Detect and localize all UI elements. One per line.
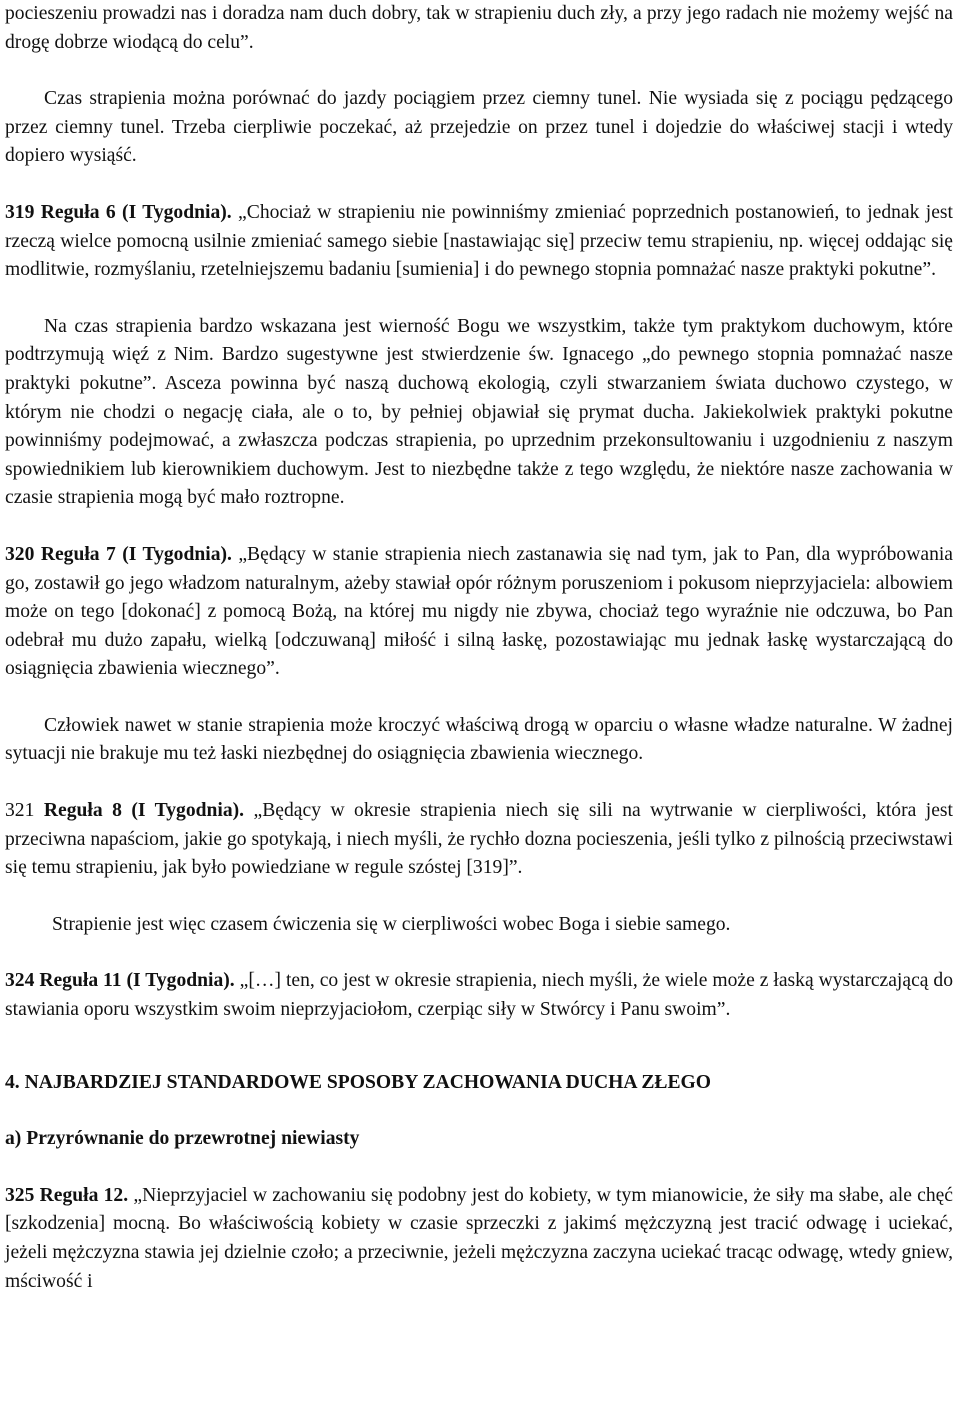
rule-8-heading: Reguła 8 (I Tygodnia). [43, 800, 245, 822]
rule-6-quote: „Chociaż w strapieniu nie powinniśmy zmieniać poprzednich postanowień, to jednak jest rzeczą wielce pomocną usilnie zmieniać samego siebie [nastawiając się] przeciw temu strapieniu, np. więcej oddając się modlitwie, rozmyślaniu, rzetelniejszemu badaniu [sumienia] i do pewnego stopnia pomnażać nasze praktyki pokutne”. [5, 201, 953, 281]
rule-8-quote: „Będący w okresie strapienia niech się sili na wytrwanie w cierpliwości, która jest przeciwna napaściom, jakie go spotykają, i niech myśli, że rychło dozna pocieszenia, jeśli tylko z pilnością przeciwstawi się temu strapieniu, jak było powiedziane w regule szóstej [319]”. [5, 800, 953, 879]
rule-8-number: 321 [5, 800, 44, 822]
rule-7-quote: „Będący w stanie strapienia niech zastanawia się nad tym, jak to Pan, dla wypróbowania go, zostawił go jego władzom naturalnym, ażeby stawiał opór różnym poruszeniom i pokusom nieprzyjaciela: albowiem może on tego [dokonać] z pomocą Bożą, na której mu nigdy nie zbywa, chociaż tego wyraźnie nie odczuwa, bo Pan odebrał mu dużo zapału, wielką [odczuwaną] miłość i silną łaskę, pozostawiając mu jednak łaskę wystarczającą do osiągnięcia zbawienia wiecznego”. [5, 543, 954, 680]
paragraph-rule-6 [5, 199, 953, 285]
rule-12-heading: 325 Reguła 12. [5, 1184, 129, 1206]
document-page [5, 0, 953, 1296]
paragraph-continuation: pocieszeniu prowadzi nas i doradza nam duch dobry, tak w strapieniu duch zły, a przy jego radach nie możemy wejść na drogę dobrze wiodącą do celu”. [5, 3, 953, 53]
rule-11-quote: „[…] ten, co jest w okresie strapienia, niech myśli, że wiele może z łaską wystarczającą do stawiania oporu wszystkim swoim nieprzyjaciołom, czerpiąc siły w Stwórcy i Panu swoim”. [5, 970, 953, 1021]
paragraph-rule-7 [5, 541, 953, 684]
rule-6-heading: 319 Reguła 6 (I Tygodnia). [5, 201, 232, 223]
paragraph-rule-8 [5, 797, 953, 883]
paragraph-tunnel-analogy: Czas strapienia można porównać do jazdy pociągiem przez ciemny tunel. Nie wysiada się z pociągu pędzącego przez ciemny tunel. Trzeba cierpliwie poczekać, aż przejedzie on przez tunel i dojedzie do właściwej stacji i wtedy dopiero wysiąść. [5, 88, 953, 167]
paragraph-commentary-fidelity: Na czas strapienia bardzo wskazana jest wierność Bogu we wszystkim, także tym praktykom duchowym, które podtrzymują więź z Nim. Bardzo sugestywne jest stwierdzenie św. Ignacego „do pewnego stopnia pomnażać nasze praktyki pokutne”. Asceza powinna być naszą duchową ekologią, czyli stwarzaniem świata duchowo czystego, w którym nie chodzi o negację ciała, ale o to, by pełniej objawiał się prymat ducha. Jakiekolwiek praktyki pokutne powinniśmy podejmować, a zwłaszcza podczas strapienia, po uprzednim przekonsultowaniu i uzgodnieniu z naszym spowiednikiem lub kierownikiem duchowym. Jest to niezbędne także z tego względu, że niektóre nasze zachowania w czasie strapienia mogą być mało roztropne. [5, 315, 953, 509]
rule-12-quote: „Nieprzyjaciel w zachowaniu się podobny jest do kobiety, w tym mianowicie, że siły ma słabe, ale chęć [szkodzenia] mocną. Bo właściwością kobiety w czasie sprzeczki z jakimś mężczyzną jest tracić odwagę i uciekać, jeżeli mężczyzna stawia jej dzielnie czoło; a przeciwnie, jeżeli mężczyzna zaczyna uciekać tracąc odwagę, wtedy gniew, mściwość i [5, 1184, 954, 1292]
paragraph-rule-12 [5, 1182, 953, 1296]
paragraph-commentary-natural-powers: Człowiek nawet w stanie strapienia może kroczyć właściwą drogą w oparciu o własne władze naturalne. W żadnej sytuacji nie brakuje mu też łaski niezbędnej do osiągnięcia zbawienia wiecznego. [5, 714, 953, 765]
paragraph-rule-11 [5, 967, 953, 1024]
section-heading-4: 4. NAJBARDZIEJ STANDARDOWE SPOSOBY ZACHOWANIA DUCHA ZŁEGO [5, 1071, 712, 1093]
rule-7-heading: 320 Reguła 7 (I Tygodnia). [5, 543, 232, 565]
paragraph-commentary-patience: Strapienie jest więc czasem ćwiczenia się w cierpliwości wobec Boga i siebie samego. [52, 913, 731, 935]
rule-11-heading: 324 Reguła 11 (I Tygodnia). [5, 970, 235, 992]
subsection-heading-a: a) Przyrównanie do przewrotnej niewiasty [5, 1128, 360, 1150]
